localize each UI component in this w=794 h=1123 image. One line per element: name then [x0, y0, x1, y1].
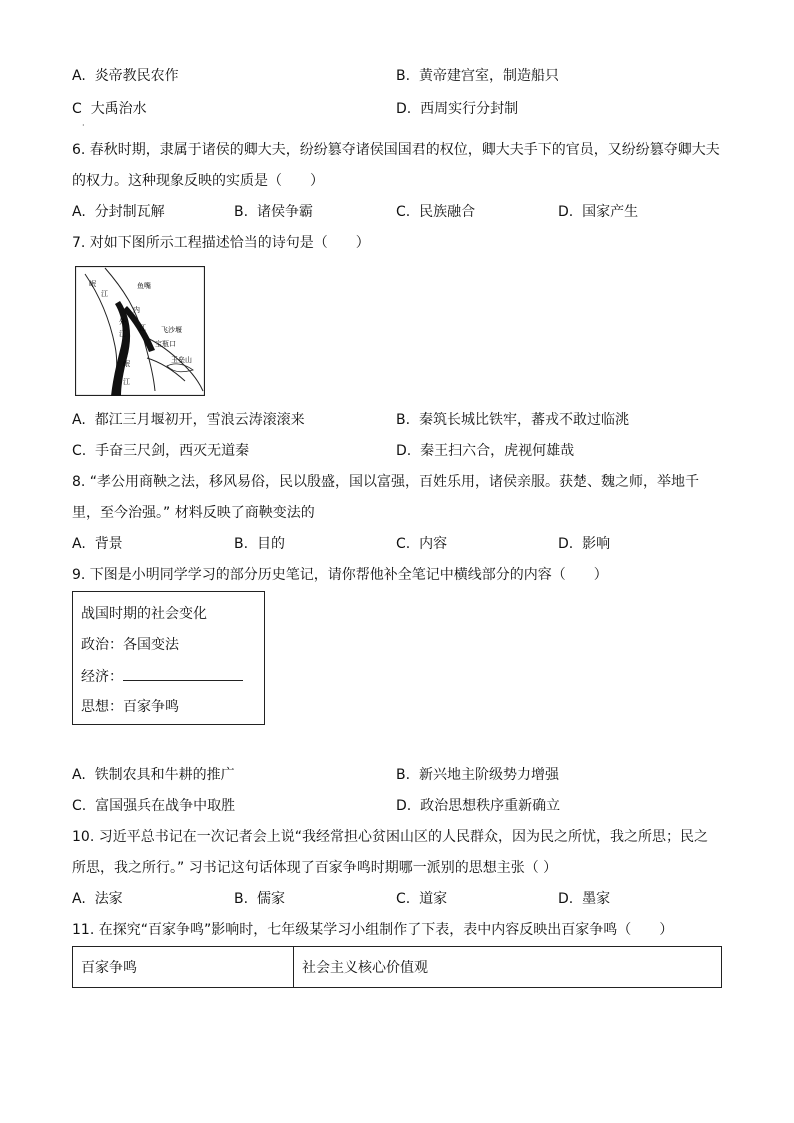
- q8-option-d: D. 影响: [558, 536, 611, 552]
- q10-stem-line1: 10. 习近平总书记在一次记者会上说“我经常担心贫困山区的人民群众，因为民之所忧，我之所思；民之: [72, 829, 708, 845]
- q10-option-c: C. 道家: [396, 891, 448, 907]
- q9-stem: 9. 下图是小明同学学习的部分历史笔记，请你帮他补全笔记中横线部分的内容（ ）: [72, 567, 608, 583]
- q9-option-a: A. 铁制农具和牛耕的推广: [72, 767, 235, 783]
- q8-option-a: A. 背景: [72, 536, 123, 552]
- map-label-jiang1: 江: [101, 290, 108, 298]
- note-politics: 政治：各国变法: [81, 637, 179, 653]
- q8-stem-line1: 8. “孝公用商鞅之法，移风易俗，民以殷盛，国以富强，百姓乐用，诸侯亲服。获楚、魏之师，举地千: [72, 474, 700, 490]
- note-economy-blank: [123, 666, 243, 681]
- q10-option-b: B. 儒家: [234, 891, 285, 907]
- q6-stem-line2: 的权力。这种现象反映的实质是（ ）: [72, 173, 324, 189]
- q7-option-a: A. 都江三月堰初开，雪浪云涛滚滚来: [72, 412, 305, 428]
- q9-option-b: B. 新兴地主阶级势力增强: [396, 767, 559, 783]
- history-note-box: [72, 591, 265, 725]
- q9-option-d: D. 政治思想秩序重新确立: [396, 798, 561, 814]
- q10-option-a: A. 法家: [72, 891, 123, 907]
- map-label-min1: 岷: [89, 280, 96, 288]
- q5-option-d: D. 西周实行分封制: [396, 101, 519, 117]
- note-thought: 思想：百家争鸣: [81, 699, 179, 715]
- dujiangyan-map: [75, 266, 205, 396]
- q7-option-b: B. 秦筑长城比铁牢，蕃戎不敢过临洮: [396, 412, 629, 428]
- q6-option-c: C. 民族融合: [396, 204, 476, 220]
- q6-option-b: B. 诸侯争霸: [234, 204, 313, 220]
- map-label-wai: 外: [119, 318, 126, 326]
- q8-option-c: C. 内容: [396, 536, 448, 552]
- q7-option-d: D. 秦王扫六合，虎视何雄哉: [396, 443, 575, 459]
- map-label-min2: 岷: [123, 360, 130, 368]
- q6-stem-line1: 6. 春秋时期，隶属于诸侯的卿大夫，纷纷篡夺诸侯国国君的权位，卿大夫手下的官员，又纷纷篡夺卿大夫: [72, 142, 720, 158]
- map-label-jiang2: 江: [139, 324, 146, 332]
- note-economy: 经济：: [81, 666, 243, 687]
- q5-option-c: C 大禹治水: [72, 101, 147, 117]
- note-title: 战国时期的社会变化: [81, 606, 207, 622]
- q7-stem: 7. 对如下图所示工程描述恰当的诗句是（ ）: [72, 235, 370, 251]
- map-label-baopingkou: 宝瓶口: [155, 340, 176, 348]
- map-label-yuleishan: 玉垒山: [171, 356, 192, 364]
- map-label-jiang4: 江: [123, 378, 130, 386]
- table-cell-core-values: 社会主义核心价值观: [294, 947, 722, 988]
- q11-table: [72, 946, 722, 988]
- q5-option-b: B. 黄帝建宫室，制造船只: [396, 68, 559, 84]
- q10-option-d: D. 墨家: [558, 891, 611, 907]
- q6-option-d: D. 国家产生: [558, 204, 639, 220]
- q6-option-a: A. 分封制瓦解: [72, 204, 165, 220]
- q8-option-b: B. 目的: [234, 536, 285, 552]
- stray-mark: ·: [82, 121, 85, 130]
- map-label-jiang3: 江: [119, 330, 126, 338]
- q7-option-c: C. 手奋三尺剑，西灭无道秦: [72, 443, 250, 459]
- map-label-nei: 内: [133, 306, 140, 314]
- q9-option-c: C. 富国强兵在战争中取胜: [72, 798, 236, 814]
- q8-stem-line2: 里，至今治强。” 材料反映了商鞅变法的: [72, 505, 315, 521]
- map-label-yuzui: 鱼嘴: [137, 282, 151, 290]
- q11-stem: 11. 在探究“百家争鸣”影响时，七年级某学习小组制作了下表，表中内容反映出百家争鸣（ ）: [72, 922, 674, 938]
- table-cell-baijia: 百家争鸣: [73, 947, 294, 988]
- q10-stem-line2: 所思，我之所行。” 习书记这句话体现了百家争鸣时期哪一派别的思想主张（ ）: [72, 860, 558, 876]
- q5-option-a: A. 炎帝教民农作: [72, 68, 179, 84]
- map-label-feishayan: 飞沙堰: [161, 326, 182, 334]
- table-row: [73, 947, 722, 988]
